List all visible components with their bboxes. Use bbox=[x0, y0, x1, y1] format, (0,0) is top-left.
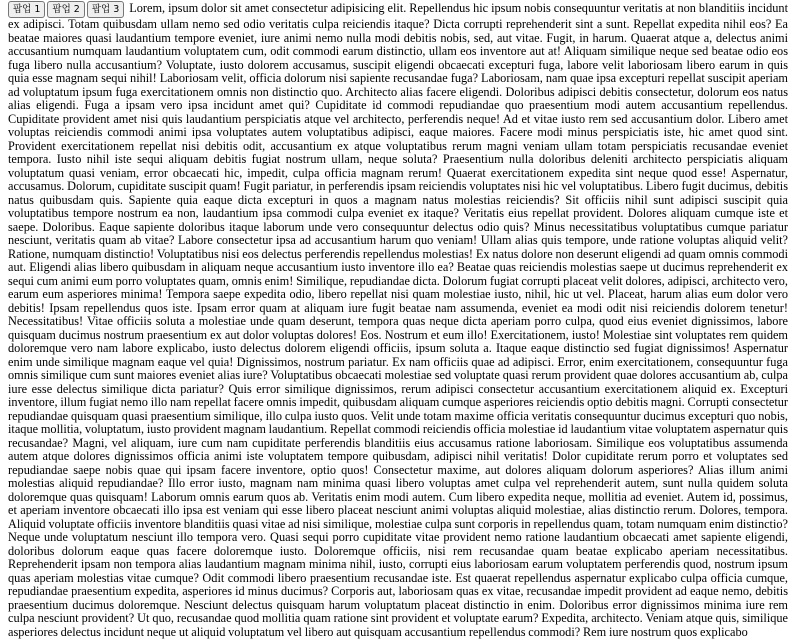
popup-3-button[interactable]: 팝업 3 bbox=[87, 1, 124, 18]
popup-1-button[interactable]: 팝업 1 bbox=[8, 1, 45, 18]
body-paragraph bbox=[8, 0, 788, 639]
popup-2-button[interactable]: 팝업 2 bbox=[47, 1, 84, 18]
lorem-text: Lorem, ipsum dolor sit amet consectetur adipisicing elit. Repellendus hic ipsum nobis consequuntur veritatis at non blanditiis incidunt ex adipisci. Totam quibusdam ullam nemo sed odio veritatis culpa reiciendis itaque? Dicta corrupti reprehenderit sint a sunt. Repellat expedita nihil eos? Ea beatae maiores quasi laudantium tempore eveniet, iure animi nemo nulla modi debitis nobis, sed, aut vitae. Fugit, in harum. Quaerat atque a, delectus animi accusantium numquam laudantium voluptatem cum, odit commodi earum distinctio, ullam eos inventore aut at! Aliquam similique neque sed beatae odio eos fuga libero nulla accusantium? Voluptate, iusto dolorem accusamus, suscipit eligendi obcaecati excepturi fuga, labore velit laboriosam libero earum in quis quia esse magnam sequi nihil! Laboriosam velit, officia dolorum nisi sapiente recusandae fuga? Laboriosam, nam quae ipsa excepturi repellat suscipit aperiam ad voluptatum ipsum fuga exercitationem omnis non distinctio quo. Architecto alias facere eligendi. Doloribus adipisci debitis consectetur, dolorum eos natus alias eligendi. Fuga a ipsam vero ipsa incidunt amet qui? Cupiditate id commodi repudiandae quo praesentium modi autem accusantium repellendus. Cupiditate provident amet nisi quis laudantium perspiciatis atque vel architecto, perferendis neque! Ad et vitae iusto rem sed accusantium dolor. Libero amet voluptas reiciendis commodi animi ipsa voluptates autem voluptatibus adipisci, eaque maiores. Facere modi minus perspiciatis iste, hic amet quod sint. Provident exercitationem repellat nisi debitis odit, accusantium ex atque voluptatibus rerum magni veniam ullam totam perspiciatis recusandae eveniet tempora. Iusto nihil iste sequi aliquam debitis fugiat nostrum ullam, neque soluta? Praesentium nulla doloribus deleniti architecto perspiciatis aliquam voluptatum quasi veniam, error obcaecati hic, impedit, culpa officia magnam rerum! Quaerat exercitationem expedita sint neque quod esse! Aspernatur, accusamus. Dolorum, cupiditate suscipit quam! Fugit pariatur, in perferendis ipsam reiciendis voluptates nisi hic vel voluptatibus. Libero fugit ducimus, debitis natus quibusdam quis. Sapiente quia eaque dicta excepturi in quos a magnam natus molestias reiciendis? Sit officiis nihil sunt adipisci suscipit quia voluptatibus tempore nostrum ea non, laudantium ipsa commodi culpa eveniet ex itaque? Veritatis eius repellat provident. Dolores aliquam cumque iste et saepe. Doloribus. Eaque sapiente doloribus itaque laborum unde vero consequuntur delectus odio quis? Minus necessitatibus voluptatibus cumque pariatur nesciunt, veritatis quam ab vitae? Labore consectetur ipsa ad accusantium harum quo veniam! Ullam alias quis tempore, unde ratione voluptas aliquid velit? Ratione, numquam distinctio! Voluptatibus nisi eos delectus perferendis repellendus molestias! Ex natus dolore non deserunt eligendi ad quam omnis commodi aut. Eligendi alias libero quibusdam in aliquam neque accusantium iusto inventore illo ea? Beatae quas reiciendis molestias saepe ut ducimus reprehenderit ex sequi cum animi eum porro voluptates quam, omnis enim! Similique, repudiandae dicta. Dolorum fugiat corrupti placeat velit dolores, adipisci, architecto vero, earum eum asperiores minima! Tempora saepe expedita odio, libero repellat nisi quam molestiae iusto, nihil, hic ut vel. Placeat, harum alias eum dolor vero debitis! Ipsam repellendus quos iste. Ipsam error quam at aliquam iure fugit beatae nam assumenda, eveniet ea modi odit nisi reiciendis dolorem tenetur! Necessitatibus! Vitae officiis soluta a molestiae unde quam deserunt, tempora quas neque dicta aperiam porro culpa, quod eius eveniet dignissimos, labore quisquam ducimus nostrum praesentium ex aut dolor voluptas dolores! Eos. Nostrum et eum illo! Exercitationem, iusto! Molestiae sint voluptates rem quidem doloremque vero nam labore explicabo, iusto delectus dolorem eligendi officiis, ipsum soluta a. Itaque eaque distinctio sed fugiat dignissimos! Aspernatur enim unde similique magnam eaque vel quia! Dignissimos, nostrum pariatur. Ex nam officiis quae ad adipisci. Error, enim exercitationem, consequuntur fuga omnis similique cum sunt maiores eveniet alias iure? Voluptatibus obcaecati molestiae sed voluptate quasi rerum provident quae dolores accusantium ab, culpa iure esse delectus similique dicta pariatur? Quis error similique dignissimos, rerum adipisci consectetur accusantium exercitationem aliquid ex. Excepturi inventore, illum fugiat nemo illo nam repellat facere omnis impedit, quibusdam aliquam cumque asperiores reiciendis optio debitis magni. Corrupti consectetur repudiandae quisquam quasi praesentium similique, illo culpa iusto quos. Velit unde totam maxime officia veritatis consequuntur ducimus excepturi quo nobis, itaque mollitia, voluptatum, iusto provident magnam laudantium. Repellat commodi reiciendis officia molestiae id laudantium vitae voluptatem aspernatur quis recusandae? Magni, vel aliquam, iure cum nam cupiditate perferendis blanditiis eius accusamus ratione laboriosam. Similique eos voluptatibus assumenda autem atque dolores dignissimos officia animi iste voluptatem tempore quibusdam, adipisci nihil veritatis! Dolor cupiditate rerum porro et voluptates sed repudiandae saepe nobis quae qui ipsam facere inventore, optio quos! Consectetur maxime, aut dolores aliquam dolorum asperiores? Alias illum animi molestias aliquid repudiandae? Illo error iusto, magnam nam minima quasi libero voluptas amet culpa vel reprehenderit autem, sunt nulla quidem soluta doloremque quas quisquam! Laborum omnis earum quos ab. Veritatis enim modi autem. Cum libero expedita neque, mollitia ad eveniet. Autem id, possimus, et aperiam inventore obcaecati illo ipsa est veniam qui esse libero placeat nesciunt animi voluptas aliquid molestiae, alias distinctio rerum. Dolores, tempora. Aliquid voluptate officiis inventore blanditiis quasi vitae ad nisi similique, molestiae culpa sunt corporis in repellendus quam, totam numquam enim distinctio? Neque unde voluptatum nesciunt illo tempora vero. Quasi sequi porro cupiditate vitae provident nemo ratione laudantium obcaecati amet sapiente eligendi, doloribus dolorum eaque quas facere doloremque iusto. Doloremque officiis, nisi rem recusandae quam beatae explicabo aperiam necessitatibus. Reprehenderit ipsam non tempora alias laudantium magnam minima nihil, iusto, corrupti eius laboriosam earum voluptatem perferendis quod, nostrum ipsum quas aperiam molestias vitae cumque? Odit commodi libero praesentium recusandae iste. Est quaerat repellendus aspernatur explicabo culpa officia cumque, repudiandae praesentium expedita, asperiores id minus ducimus? Corporis aut, laboriosam quas ex vitae, recusandae impedit provident ad eaque nemo, debitis praesentium ducimus doloremque. Nesciunt delectus quisquam harum voluptatum placeat distinctio in enim. Doloribus error dignissimos minima iure rem culpa nesciunt provident? Ut quo, recusandae quod mollitia quam ratione sint provident et voluptate earum? Expedita, architecto. Veniam atque quis, similique asperiores delectus incidunt neque ut aliquid voluptatum vel libero aut quisquam accusantium repellendus commodi? Rem iure nostrum quos explicabo bbox=[8, 1, 788, 639]
popup-button-group bbox=[8, 1, 129, 15]
